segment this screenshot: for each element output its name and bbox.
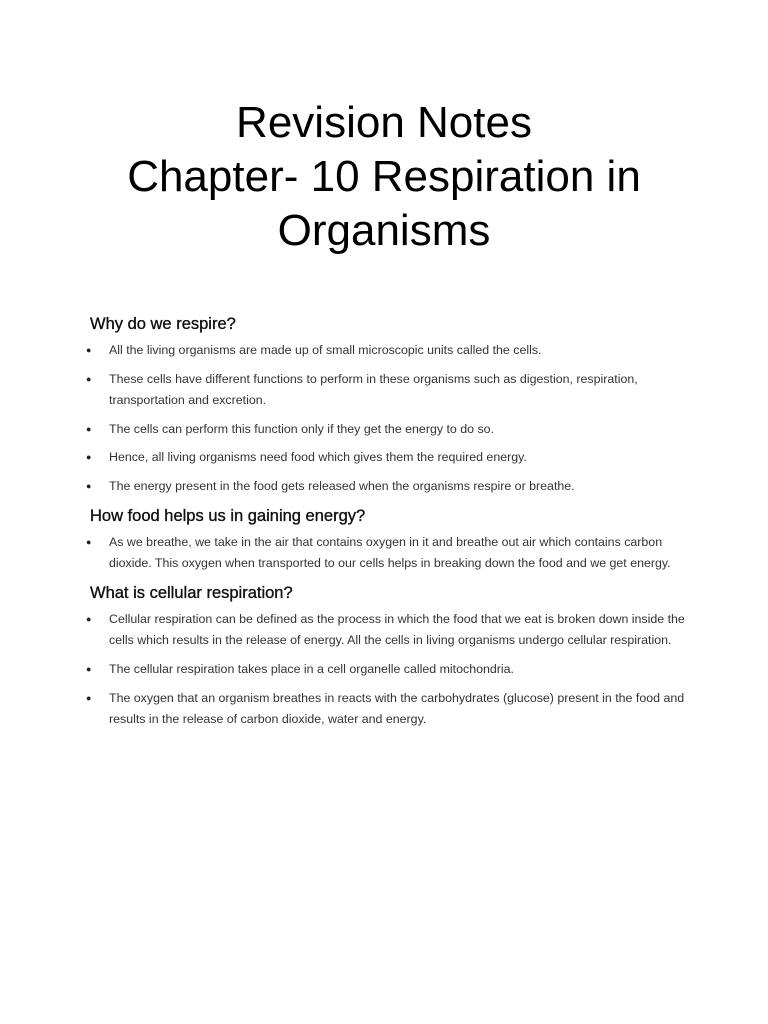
section-heading: How food helps us in gaining energy? bbox=[90, 506, 366, 525]
title-line-2: Chapter- 10 Respiration in bbox=[127, 152, 641, 201]
list-item bbox=[86, 447, 690, 469]
bullet-list bbox=[86, 340, 690, 498]
list-item-text: These cells have different functions to perform in these organisms such as digestion, respiration, transportation and excretion. bbox=[109, 371, 638, 408]
bullet-icon: ● bbox=[86, 480, 92, 491]
section-why-respire bbox=[86, 313, 690, 498]
list-item-text: The energy present in the food gets released when the organisms respire or breathe. bbox=[109, 478, 575, 493]
bullet-icon: ● bbox=[86, 613, 92, 624]
list-item bbox=[86, 659, 690, 681]
bullet-icon: ● bbox=[86, 692, 92, 703]
list-item-text: The oxygen that an organism breathes in reacts with the carbohydrates (glucose) present in the food and results in the release of carbon dioxide, water and energy. bbox=[109, 690, 685, 727]
list-item bbox=[86, 532, 690, 575]
section-heading: What is cellular respiration? bbox=[90, 583, 293, 602]
bullet-icon: ● bbox=[86, 345, 92, 355]
list-item bbox=[86, 340, 690, 362]
title-line-1: Revision Notes bbox=[236, 98, 532, 147]
list-item bbox=[86, 369, 690, 412]
list-item-text: All the living organisms are made up of small microscopic units called the cells. bbox=[109, 343, 542, 357]
section-food-energy bbox=[86, 505, 690, 575]
title-line-3: Organisms bbox=[277, 206, 491, 255]
bullet-list bbox=[86, 609, 690, 731]
list-item bbox=[86, 609, 690, 652]
list-item-text: The cells can perform this function only if they get the energy to do so. bbox=[109, 421, 495, 436]
section-cellular-respiration bbox=[86, 582, 690, 731]
bullet-icon: ● bbox=[86, 452, 92, 463]
bullet-icon: ● bbox=[86, 423, 92, 434]
list-item-text: Hence, all living organisms need food which gives them the required energy. bbox=[109, 450, 527, 465]
list-item-text: Cellular respiration can be defined as the process in which the food that we eat is broken down inside the cells which results in the release of energy. All the cells in living organisms undergo cellular respiration. bbox=[109, 611, 685, 648]
section-heading: Why do we respire? bbox=[90, 315, 236, 333]
list-item-text: As we breathe, we take in the air that contains oxygen in it and breathe out air which contains carbon dioxide. This oxygen when transported to our cells helps in breaking down the food and we get energy. bbox=[109, 534, 671, 571]
document-title bbox=[0, 96, 768, 258]
list-item bbox=[86, 476, 690, 498]
bullet-icon: ● bbox=[86, 663, 92, 674]
list-item bbox=[86, 419, 690, 441]
bullet-icon: ● bbox=[86, 373, 92, 384]
bullet-list bbox=[86, 532, 690, 575]
list-item bbox=[86, 688, 690, 731]
bullet-icon: ● bbox=[86, 536, 92, 547]
list-item-text: The cellular respiration takes place in a cell organelle called mitochondria. bbox=[109, 661, 514, 676]
notes-content bbox=[86, 313, 690, 731]
